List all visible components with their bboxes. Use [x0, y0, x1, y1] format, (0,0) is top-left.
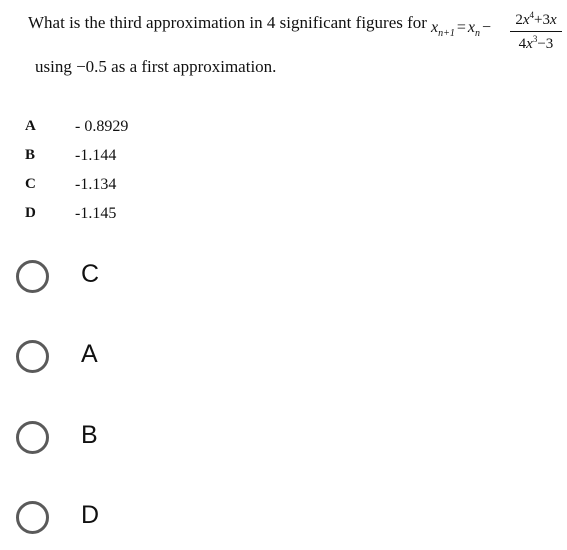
- radio-button-a[interactable]: [16, 340, 49, 373]
- formula-fraction: [510, 10, 562, 53]
- answer-choice-label: D: [81, 501, 100, 529]
- answer-choice-b[interactable]: [16, 420, 136, 460]
- option-value: -1.144: [75, 147, 117, 164]
- radio-button-d[interactable]: [16, 501, 49, 534]
- radio-button-c[interactable]: [16, 260, 49, 293]
- option-value: -1.145: [75, 205, 117, 222]
- iteration-formula: [431, 10, 563, 50]
- option-letter: A: [25, 118, 36, 134]
- option-letter: D: [25, 205, 36, 221]
- fraction-numerator: $2x^4+3x$: [510, 10, 562, 32]
- option-letter: C: [25, 176, 36, 192]
- answer-choice-c[interactable]: [16, 259, 136, 299]
- formula-lhs: $x_{n+1} = x_n$ −: [431, 19, 492, 40]
- answer-choice-a[interactable]: [16, 339, 136, 379]
- question-text: What is the third approximation in 4 significant figures for: [28, 13, 427, 32]
- radio-button-b[interactable]: [16, 421, 49, 454]
- option-value: - 0.8929: [75, 118, 129, 135]
- answer-choice-label: C: [81, 260, 100, 288]
- option-value: -1.134: [75, 176, 117, 193]
- option-letter: B: [25, 147, 36, 163]
- fraction-denominator: $4x^3-3$: [518, 34, 554, 52]
- answer-choice-d[interactable]: [16, 500, 136, 540]
- answer-choice-label: B: [81, 421, 98, 449]
- question-text-line2: using −0.5 as a first approximation.: [35, 57, 277, 76]
- answer-choice-label: A: [81, 340, 98, 368]
- question-line: [28, 10, 563, 50]
